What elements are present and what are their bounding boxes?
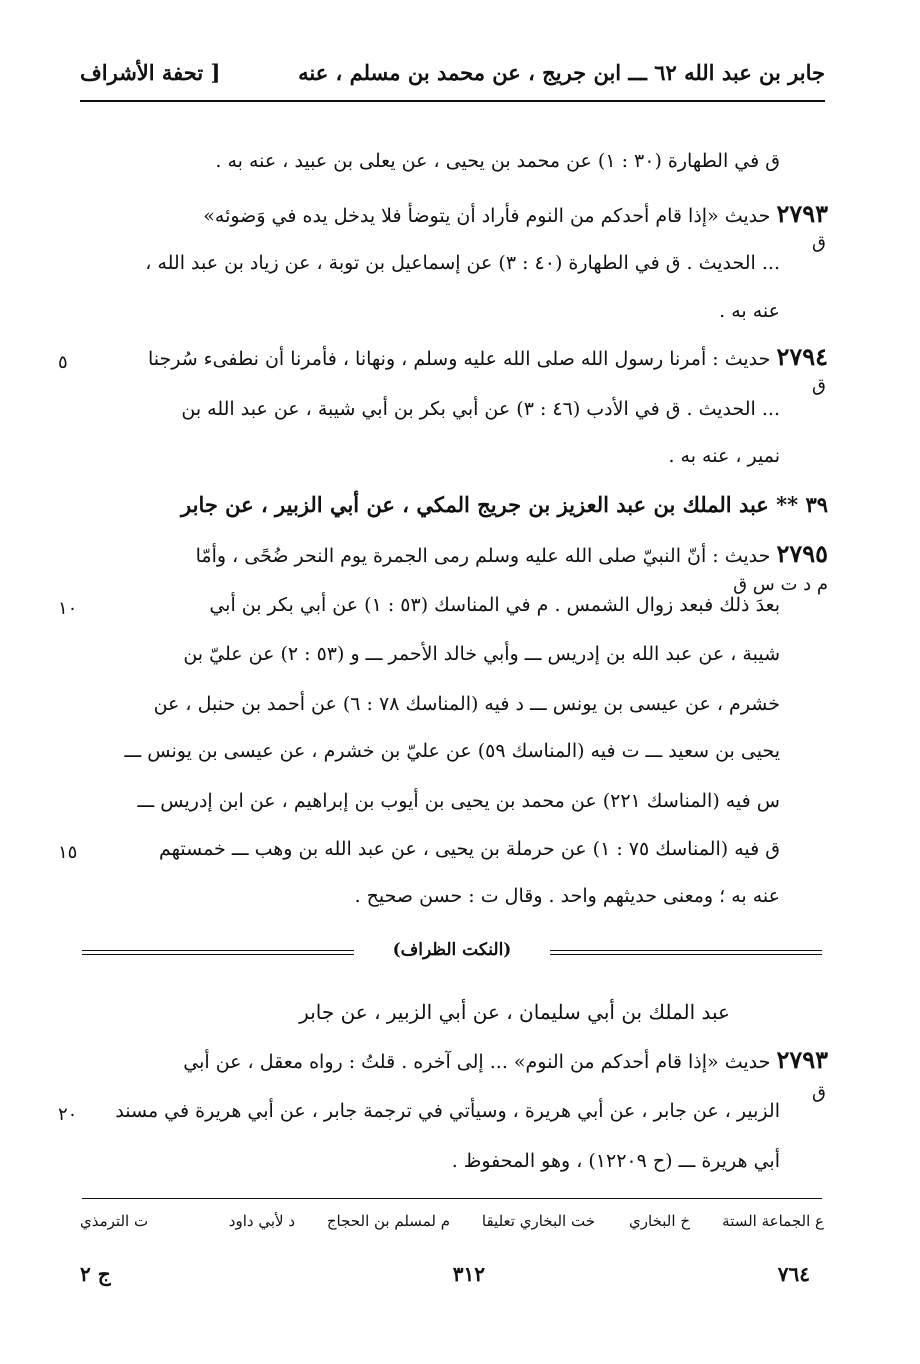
entry-text: حديث : أنّ النبيّ صلى الله عليه وسلم رمى الجمرة يوم النحر ضُحًى ، وأمّا — [195, 545, 771, 567]
hadith-entry — [183, 1046, 828, 1075]
text-line: ... الحديث . ق في الطهارة (٤٠ : ٣) عن إسماعيل بن توبة ، عن زياد بن عبد الله ، — [145, 252, 780, 274]
margin-siglum: ق — [812, 232, 826, 253]
header-title: جابر بن عبد الله ٦٢ ـــ ابن جريج ، عن محمد بن مسلم ، عنه — [298, 60, 825, 85]
abbreviation: خت البخاري تعليقا — [481, 1212, 595, 1230]
divider-rule — [82, 950, 354, 955]
footer-rule — [82, 1198, 822, 1199]
entry-number: ٢٧٩٣ — [776, 199, 828, 228]
text-line: خشرم ، عن عيسى بن يونس ـــ د فيه (المناسك ٧٨ : ٦) عن أحمد بن حنبل ، عن — [153, 693, 780, 715]
margin-mark: ٥ — [58, 352, 68, 373]
abbreviation: ع الجماعة الستة — [722, 1212, 824, 1230]
page-number-left-side: ٧٦٤ — [777, 1262, 810, 1286]
text-line: عنه به ؛ ومعنى حديثهم واحد . وقال ت : حسن صحيح . — [354, 885, 780, 907]
text-line: يحيى بن سعيد ـــ ت فيه (المناسك ٥٩) عن عليّ بن خشرم ، عن عيسى بن يونس ـــ — [124, 740, 780, 762]
text-line: الزبير ، عن جابر ، عن أبي هريرة ، وسيأتي في ترجمة جابر ، عن أبي هريرة في مسند — [115, 1100, 780, 1122]
section-divider — [82, 942, 822, 966]
text-line: نمير ، عنه به . — [668, 445, 780, 467]
abbreviation: د لأبي داود — [228, 1212, 295, 1230]
page-number-center: ٣١٢ — [452, 1262, 485, 1286]
abbreviation: م لمسلم بن الحجاج — [326, 1212, 450, 1230]
volume-number: ج ٢ — [80, 1262, 111, 1286]
narrator-chain-heading: عبد الملك بن أبي سليمان ، عن أبي الزبير ، عن جابر — [299, 1000, 730, 1024]
entry-text: حديث : أمرنا رسول الله صلى الله عليه وسلم ، ونهانا ، فأمرنا أن نطفىء سُرجنا — [147, 348, 771, 370]
entry-number: ٢٧٩٥ — [776, 539, 828, 568]
margin-siglum: ق — [812, 1082, 826, 1103]
hadith-entry — [148, 343, 828, 372]
margin-sigla: م د ت س ق — [733, 574, 828, 595]
text-line: عنه به . — [719, 300, 780, 322]
entry-number: ٢٧٩٣ — [776, 1045, 828, 1074]
text-line: ق في الطهارة (٣٠ : ١) عن محمد بن يحيى ، عن يعلى بن عبيد ، عنه به . — [215, 150, 780, 172]
running-header — [80, 58, 825, 98]
abbreviation: خ البخاري — [629, 1212, 690, 1230]
line-number: ١٠ — [58, 598, 78, 619]
hadith-entry — [203, 200, 828, 229]
header-rule — [80, 100, 825, 102]
line-number: ١٥ — [58, 842, 78, 863]
entry-number: ٢٧٩٤ — [776, 342, 828, 371]
narrator-chain-heading — [181, 492, 828, 517]
margin-siglum: ق — [812, 375, 826, 396]
text-line: أبي هريرة ـــ (ح ١٢٢٠٩) ، وهو المحفوظ . — [451, 1150, 780, 1172]
hadith-entry — [196, 540, 828, 569]
header-book-title: [ تحفة الأشراف — [80, 60, 221, 85]
text-line: س فيه (المناسك ٢٢١) عن محمد بن يحيى بن أيوب بن إبراهيم ، عن ابن إدريس ـــ — [137, 790, 780, 812]
section-marker: ٣٩ ** — [776, 492, 828, 517]
text-line: شيبة ، عن عبد الله بن إدريس ـــ وأبي خالد الأحمر ـــ و (٥٣ : ٢) عن عليّ بن — [183, 643, 780, 665]
entry-text: حديث «إذا قام أحدكم من النوم» ... إلى آخره . قلتُ : رواه معقل ، عن أبي — [183, 1051, 771, 1073]
abbreviation: ت الترمذي — [80, 1212, 149, 1230]
chain-text: عبد الملك بن عبد العزيز بن جريج المكي ، عن أبي الزبير ، عن جابر — [181, 492, 769, 517]
divider-title: (النكت الظراف) — [392, 940, 512, 960]
text-line: بعدَ ذلك فبعد زوال الشمس . م في المناسك (٥٣ : ١) عن أبي بكر بن أبي — [209, 594, 780, 616]
text-line: ق فيه (المناسك ٧٥ : ١) عن حرملة بن يحيى ، عن عبد الله بن وهب ـــ خمستهم — [158, 838, 780, 860]
divider-rule — [550, 950, 822, 955]
line-number: ٢٠ — [58, 1104, 78, 1125]
entry-text: حديث «إذا قام أحدكم من النوم فأراد أن يتوضأ فلا يدخل يده في وَضوئه» — [203, 205, 771, 227]
text-line: ... الحديث . ق في الأدب (٤٦ : ٣) عن أبي بكر بن أبي شيبة ، عن عبد الله بن — [181, 398, 780, 420]
